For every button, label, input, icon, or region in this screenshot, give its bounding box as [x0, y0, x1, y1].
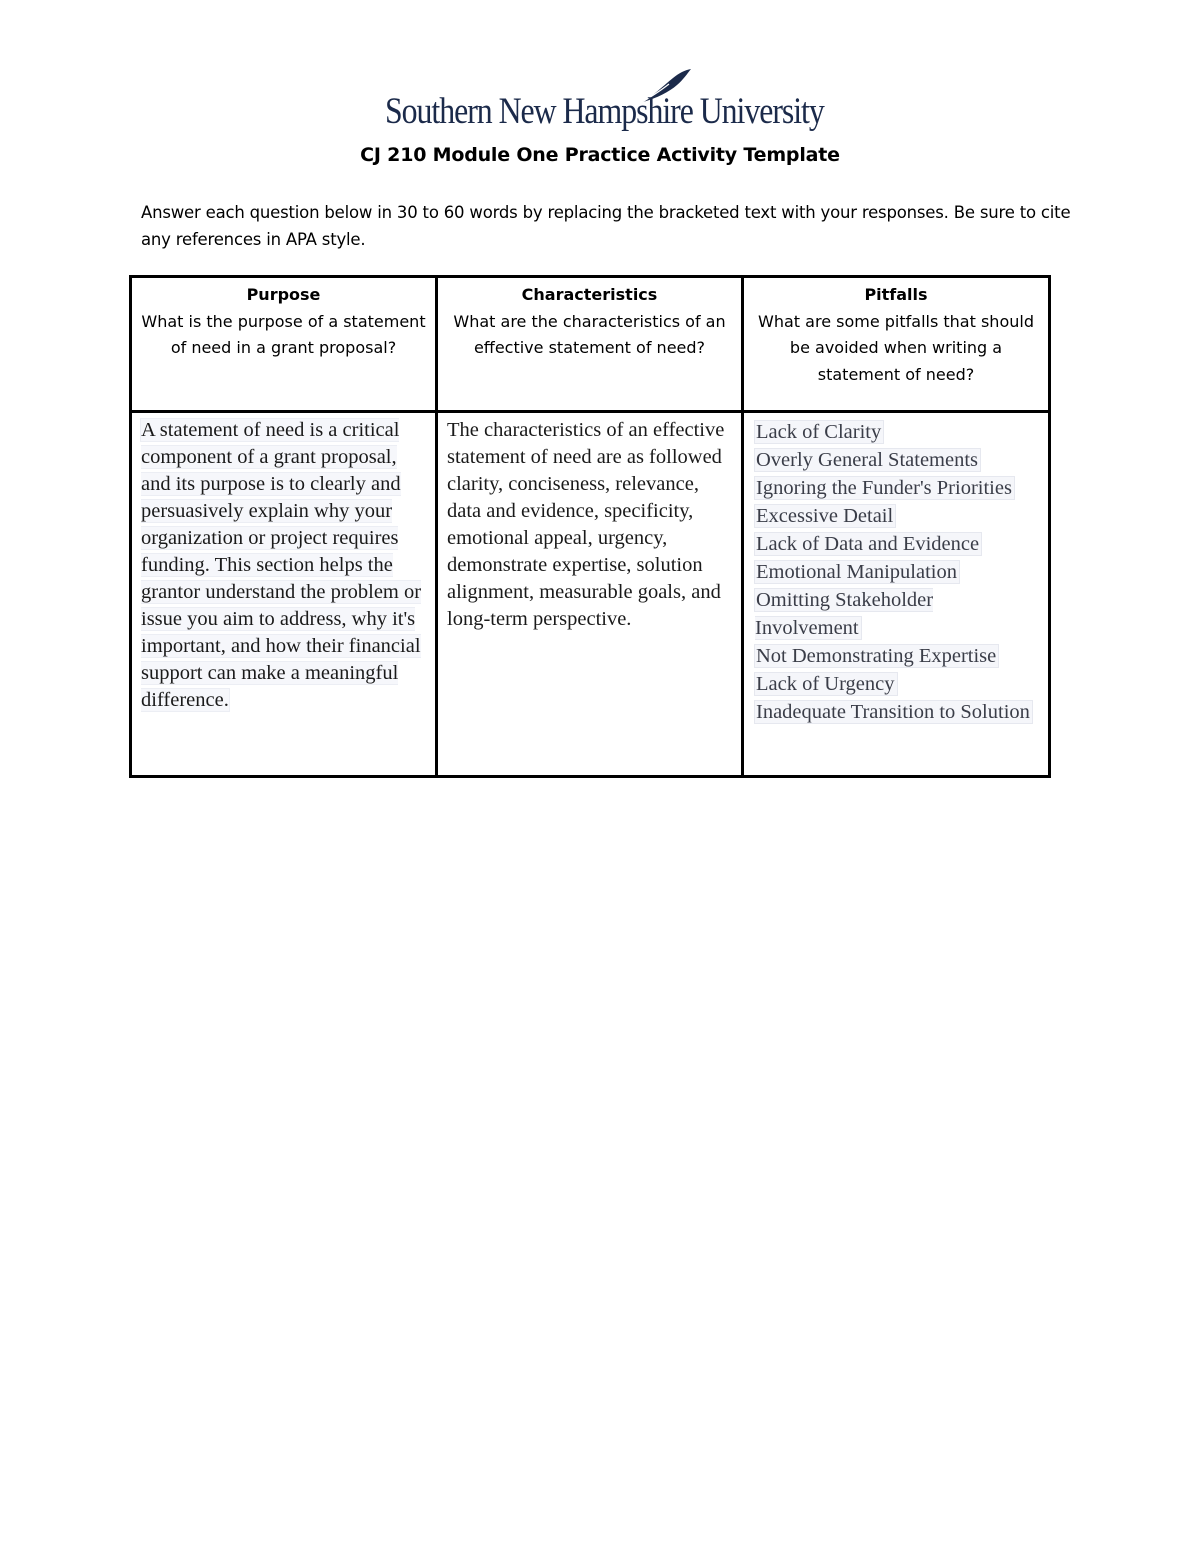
list-item[interactable]: Overly General Statements — [756, 449, 979, 471]
list-item[interactable]: Ignoring the Funder's Priorities — [756, 477, 1012, 499]
activity-table — [129, 275, 1051, 778]
pitfalls-list — [744, 413, 1048, 726]
table-header-row — [131, 277, 1050, 412]
instructions-text: Answer each question below in 30 to 60 words by replacing the bracketed text with your responses. Be sure to cite any references in APA style. — [141, 203, 1071, 249]
list-item[interactable]: Lack of Clarity — [756, 421, 882, 443]
column-question: What is the purpose of a statement of need in a grant proposal? — [141, 311, 426, 357]
list-item[interactable]: Inadequate Transition to Solution — [756, 701, 1030, 723]
purpose-answer-text[interactable]: A statement of need is a critical component of a grant proposal, and its purpose is to clearly and persuasively explain why your organization or project requires funding. This section helps the grantor understand the problem or issue you aim to address, why it's important, and how their financial support can make a meaningful difference. — [141, 419, 422, 711]
characteristics-answer-text[interactable]: The characteristics of an effective statement of need are as followed clarity, conciseness, relevance, data and evidence, specificity, emotional appeal, urgency, demonstrate expertise, solution alignment, measurable goals, and long-term perspective. — [447, 419, 725, 630]
list-item[interactable]: Emotional Manipulation — [756, 561, 957, 583]
list-item[interactable]: Omitting Stakeholder Involvement — [755, 589, 934, 639]
column-label: Pitfalls — [864, 285, 928, 304]
pitfalls-answer-cell[interactable] — [743, 412, 1050, 777]
purpose-answer-cell[interactable] — [131, 412, 437, 777]
list-item[interactable]: Lack of Data and Evidence — [756, 533, 980, 555]
logo-wordmark: Southern New Hampshire University — [385, 91, 824, 132]
university-logo — [385, 68, 824, 138]
column-question: What are the characteristics of an effective statement of need? — [453, 311, 726, 357]
column-header-pitfalls — [743, 277, 1050, 412]
characteristics-answer-cell[interactable] — [437, 412, 743, 777]
list-item[interactable]: Excessive Detail — [756, 505, 894, 527]
table-answer-row — [131, 412, 1050, 777]
list-item[interactable]: Not Demonstrating Expertise — [756, 645, 997, 667]
column-header-characteristics — [437, 277, 743, 412]
column-label: Characteristics — [521, 285, 658, 304]
list-item[interactable]: Lack of Urgency — [756, 673, 895, 695]
column-header-purpose — [131, 277, 437, 412]
page-title: CJ 210 Module One Practice Activity Template — [360, 144, 840, 166]
column-question: What are some pitfalls that should be avoided when writing a statement of need? — [758, 311, 1034, 384]
column-label: Purpose — [246, 285, 321, 304]
